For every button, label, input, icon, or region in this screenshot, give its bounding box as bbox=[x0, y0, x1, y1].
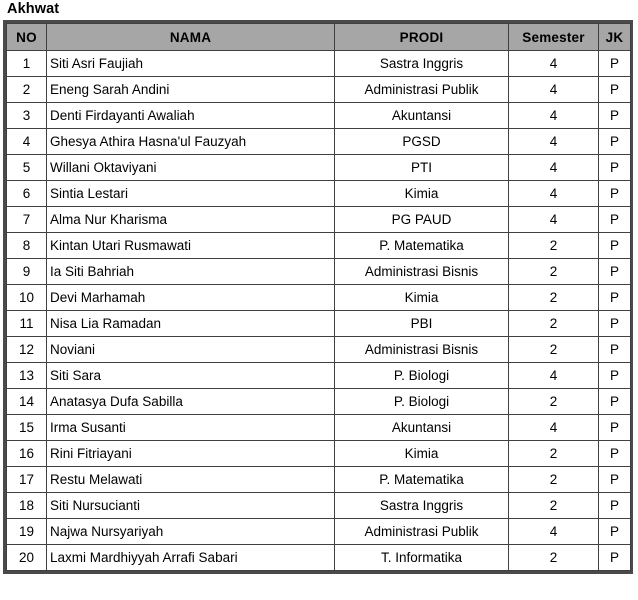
table-row bbox=[7, 259, 631, 285]
table-body bbox=[7, 51, 631, 571]
cell-no: 6 bbox=[7, 181, 47, 207]
cell-nama: Laxmi Mardhiyyah Arrafi Sabari bbox=[47, 545, 335, 571]
cell-no: 8 bbox=[7, 233, 47, 259]
cell-nama: Siti Asri Faujiah bbox=[47, 51, 335, 77]
cell-no: 13 bbox=[7, 363, 47, 389]
cell-jk: P bbox=[599, 415, 631, 441]
cell-semester: 4 bbox=[509, 103, 599, 129]
cell-jk: P bbox=[599, 51, 631, 77]
table-row bbox=[7, 467, 631, 493]
cell-prodi: Administrasi Bisnis bbox=[335, 337, 509, 363]
cell-no: 14 bbox=[7, 389, 47, 415]
cell-no: 4 bbox=[7, 129, 47, 155]
cell-prodi: P. Biologi bbox=[335, 363, 509, 389]
table-row bbox=[7, 77, 631, 103]
cell-no: 3 bbox=[7, 103, 47, 129]
cell-jk: P bbox=[599, 285, 631, 311]
cell-nama: Ghesya Athira Hasna'ul Fauzyah bbox=[47, 129, 335, 155]
cell-semester: 2 bbox=[509, 467, 599, 493]
cell-semester: 4 bbox=[509, 519, 599, 545]
cell-prodi: Sastra Inggris bbox=[335, 51, 509, 77]
cell-nama: Willani Oktaviyani bbox=[47, 155, 335, 181]
cell-nama: Irma Susanti bbox=[47, 415, 335, 441]
table-row bbox=[7, 337, 631, 363]
cell-semester: 4 bbox=[509, 363, 599, 389]
cell-no: 12 bbox=[7, 337, 47, 363]
table-row bbox=[7, 155, 631, 181]
cell-semester: 2 bbox=[509, 337, 599, 363]
cell-jk: P bbox=[599, 129, 631, 155]
table-row bbox=[7, 103, 631, 129]
cell-jk: P bbox=[599, 441, 631, 467]
column-header-prodi: PRODI bbox=[335, 24, 509, 51]
cell-semester: 4 bbox=[509, 155, 599, 181]
cell-semester: 4 bbox=[509, 415, 599, 441]
cell-prodi: PTI bbox=[335, 155, 509, 181]
cell-prodi: PG PAUD bbox=[335, 207, 509, 233]
table-header bbox=[7, 24, 631, 51]
cell-prodi: Kimia bbox=[335, 441, 509, 467]
cell-no: 20 bbox=[7, 545, 47, 571]
cell-jk: P bbox=[599, 519, 631, 545]
table-row bbox=[7, 51, 631, 77]
cell-nama: Rini Fitriayani bbox=[47, 441, 335, 467]
cell-nama: Najwa Nursyariyah bbox=[47, 519, 335, 545]
cell-semester: 4 bbox=[509, 129, 599, 155]
cell-jk: P bbox=[599, 467, 631, 493]
cell-no: 17 bbox=[7, 467, 47, 493]
cell-semester: 2 bbox=[509, 389, 599, 415]
cell-semester: 2 bbox=[509, 259, 599, 285]
cell-no: 15 bbox=[7, 415, 47, 441]
cell-no: 2 bbox=[7, 77, 47, 103]
cell-semester: 2 bbox=[509, 285, 599, 311]
cell-jk: P bbox=[599, 545, 631, 571]
cell-semester: 2 bbox=[509, 233, 599, 259]
table-header-row bbox=[7, 24, 631, 51]
cell-semester: 2 bbox=[509, 493, 599, 519]
cell-prodi: Akuntansi bbox=[335, 103, 509, 129]
cell-nama: Devi Marhamah bbox=[47, 285, 335, 311]
table-row bbox=[7, 493, 631, 519]
table-row bbox=[7, 519, 631, 545]
cell-nama: Nisa Lia Ramadan bbox=[47, 311, 335, 337]
cell-jk: P bbox=[599, 311, 631, 337]
cell-prodi: PGSD bbox=[335, 129, 509, 155]
cell-nama: Noviani bbox=[47, 337, 335, 363]
cell-prodi: Kimia bbox=[335, 181, 509, 207]
cell-nama: Siti Sara bbox=[47, 363, 335, 389]
roster-table bbox=[6, 23, 631, 571]
cell-nama: Alma Nur Kharisma bbox=[47, 207, 335, 233]
cell-semester: 2 bbox=[509, 545, 599, 571]
cell-prodi: Administrasi Bisnis bbox=[335, 259, 509, 285]
table-row bbox=[7, 129, 631, 155]
cell-no: 10 bbox=[7, 285, 47, 311]
cell-prodi: PBI bbox=[335, 311, 509, 337]
cell-prodi: Sastra Inggris bbox=[335, 493, 509, 519]
cell-prodi: Administrasi Publik bbox=[335, 77, 509, 103]
cell-jk: P bbox=[599, 337, 631, 363]
cell-nama: Denti Firdayanti Awaliah bbox=[47, 103, 335, 129]
table-row bbox=[7, 233, 631, 259]
cell-no: 7 bbox=[7, 207, 47, 233]
cell-no: 1 bbox=[7, 51, 47, 77]
table-row bbox=[7, 415, 631, 441]
cell-no: 11 bbox=[7, 311, 47, 337]
cell-prodi: Administrasi Publik bbox=[335, 519, 509, 545]
cell-jk: P bbox=[599, 77, 631, 103]
cell-nama: Ia Siti Bahriah bbox=[47, 259, 335, 285]
cell-no: 9 bbox=[7, 259, 47, 285]
cell-no: 19 bbox=[7, 519, 47, 545]
cell-jk: P bbox=[599, 207, 631, 233]
cell-semester: 4 bbox=[509, 207, 599, 233]
table-row bbox=[7, 363, 631, 389]
cell-semester: 4 bbox=[509, 181, 599, 207]
cell-nama: Kintan Utari Rusmawati bbox=[47, 233, 335, 259]
cell-jk: P bbox=[599, 363, 631, 389]
cell-prodi: T. Informatika bbox=[335, 545, 509, 571]
cell-nama: Anatasya Dufa Sabilla bbox=[47, 389, 335, 415]
cell-semester: 4 bbox=[509, 51, 599, 77]
cell-nama: Siti Nursucianti bbox=[47, 493, 335, 519]
cell-prodi: Akuntansi bbox=[335, 415, 509, 441]
cell-prodi: Kimia bbox=[335, 285, 509, 311]
cell-nama: Eneng Sarah Andini bbox=[47, 77, 335, 103]
column-header-jk: JK bbox=[599, 24, 631, 51]
column-header-semester: Semester bbox=[509, 24, 599, 51]
cell-semester: 2 bbox=[509, 311, 599, 337]
cell-semester: 4 bbox=[509, 77, 599, 103]
cell-jk: P bbox=[599, 233, 631, 259]
cell-nama: Sintia Lestari bbox=[47, 181, 335, 207]
table-row bbox=[7, 389, 631, 415]
cell-jk: P bbox=[599, 181, 631, 207]
cell-semester: 2 bbox=[509, 441, 599, 467]
cell-prodi: P. Matematika bbox=[335, 467, 509, 493]
table-row bbox=[7, 311, 631, 337]
table-row bbox=[7, 545, 631, 571]
cell-prodi: P. Biologi bbox=[335, 389, 509, 415]
cell-no: 18 bbox=[7, 493, 47, 519]
cell-prodi: P. Matematika bbox=[335, 233, 509, 259]
page-title: Akhwat bbox=[7, 1, 60, 17]
table-row bbox=[7, 207, 631, 233]
cell-no: 16 bbox=[7, 441, 47, 467]
table-row bbox=[7, 181, 631, 207]
column-header-no: NO bbox=[7, 24, 47, 51]
cell-jk: P bbox=[599, 259, 631, 285]
cell-jk: P bbox=[599, 493, 631, 519]
column-header-nama: NAMA bbox=[47, 24, 335, 51]
cell-jk: P bbox=[599, 389, 631, 415]
cell-jk: P bbox=[599, 103, 631, 129]
cell-no: 5 bbox=[7, 155, 47, 181]
roster-table-frame bbox=[3, 20, 633, 574]
cell-nama: Restu Melawati bbox=[47, 467, 335, 493]
cell-jk: P bbox=[599, 155, 631, 181]
table-row bbox=[7, 285, 631, 311]
table-row bbox=[7, 441, 631, 467]
